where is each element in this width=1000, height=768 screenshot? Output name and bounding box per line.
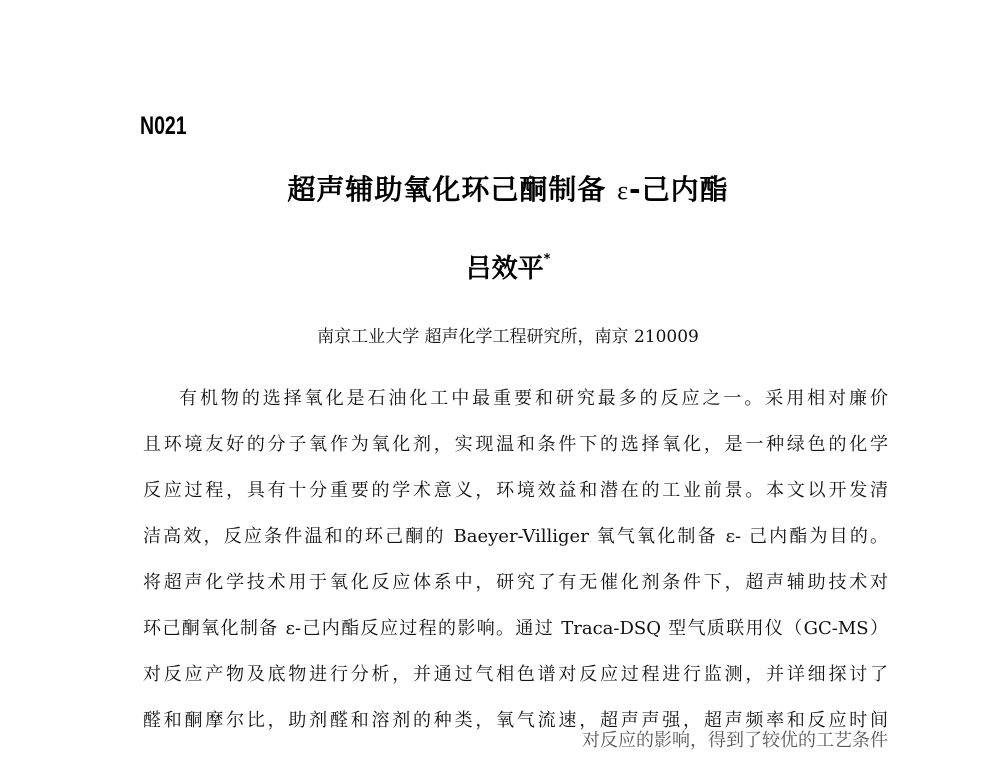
abstract-line: 对反应的影响，得到了较优的工艺条件 (582, 730, 888, 751)
title-epsilon: ε (617, 176, 630, 205)
paper-title (0, 168, 1000, 208)
author-affiliation: 南京工业大学 超声化学工程研究所，南京 210009 (317, 327, 699, 347)
abstract-line: 洁高效，反应条件温和的环己酮的 Baeyer-Villiger 氧气氧化制备 ε- 己内酯为目的。 (143, 526, 888, 547)
abstract-line: 且环境友好的分子氧作为氧化剂，实现温和条件下的选择氧化，是一种绿色的化学 (143, 434, 888, 455)
title-suffix: -己内酯 (629, 173, 729, 206)
abstract-line-cropped (143, 730, 888, 761)
abstract-line: 将超声化学技术用于氧化反应体系中，研究了有无催化剂条件下，超声辅助技术对 (143, 572, 888, 593)
abstract-line: 对反应产物及底物进行分析，并通过气相色谱对反应过程进行监测，并详细探讨了 (143, 664, 888, 685)
author-text: 吕效平 (465, 254, 544, 284)
title-prefix: 超声辅助氧化环己酮制备 (287, 173, 618, 206)
abstract-line: 有机物的选择氧化是石油化工中最重要和研究最多的反应之一。采用相对廉价 (179, 388, 888, 409)
author-name (0, 248, 1000, 285)
abstract-line: 反应过程，具有十分重要的学术意义，环境效益和潜在的工业前景。本文以开发清 (143, 480, 888, 501)
corresponding-author-mark: * (543, 252, 551, 267)
document-number: N021 (140, 112, 187, 140)
abstract-line: 环己酮氧化制备 ε-己内酯反应过程的影响。通过 Traca-DSQ 型气质联用仪（GC-MS） (143, 618, 888, 639)
abstract-body (143, 380, 888, 748)
abstract-line: 醛和酮摩尔比，助剂醛和溶剂的种类，氧气流速，超声声强，超声频率和反应时间 (143, 710, 888, 731)
